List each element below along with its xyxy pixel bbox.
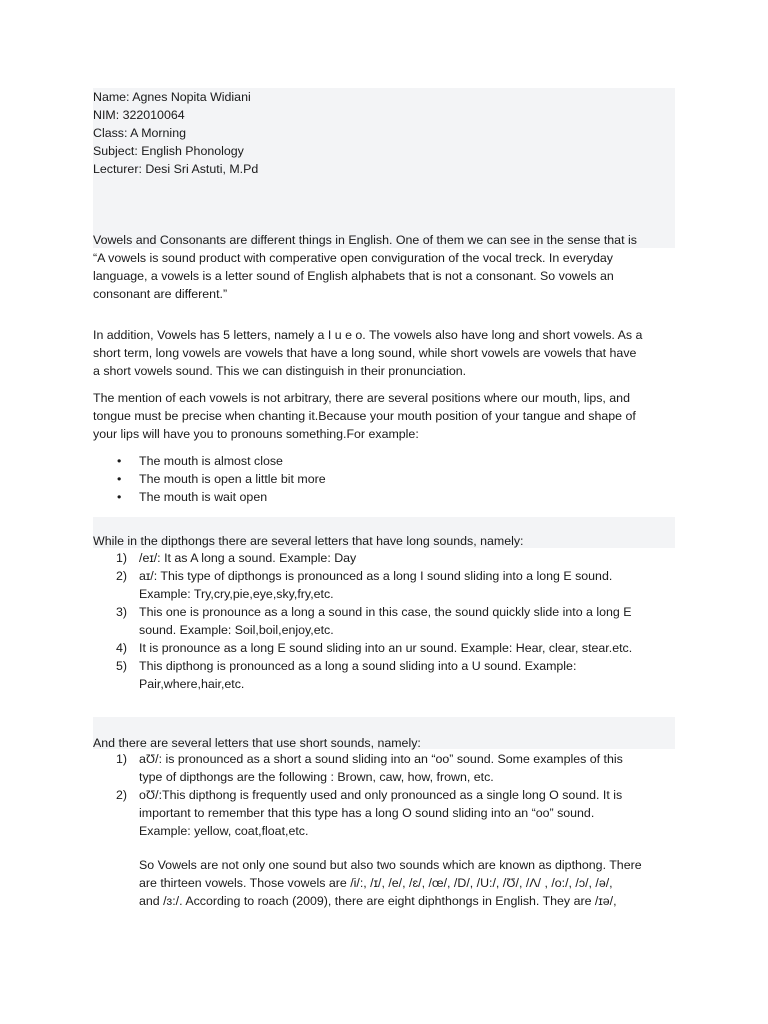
item-line: oƱ/:This dipthong is frequently used and only pronounced as a single long O sound. It is	[139, 788, 623, 802]
item-line: type of dipthongs are the following : Brown, caw, how, frown, etc.	[139, 770, 494, 784]
paragraph-line: your lips will have you to pronouns something.For example:	[93, 427, 419, 441]
item-line: This dipthong is pronounced as a long a sound sliding into a U sound. Example:	[139, 659, 577, 673]
paragraph-vowels-consonants	[93, 231, 673, 303]
bullet-text: The mouth is open a little bit more	[139, 472, 326, 486]
list-number: 1)	[116, 551, 128, 565]
list-item	[116, 639, 676, 657]
paragraph-vowel-letters	[93, 326, 673, 380]
item-line: Example: Try,cry,pie,eye,sky,fry,etc.	[139, 587, 334, 601]
paragraph-line: Vowels and Consonants are different things in English. One of them we can see in the sense that is	[93, 233, 637, 247]
paragraph-line: In addition, Vowels has 5 letters, namely a I u e o. The vowels also have long and short vowels. As a	[93, 328, 643, 342]
paragraph-line: consonant are different.”	[93, 287, 228, 301]
list-item	[116, 567, 676, 603]
paragraph-summary	[139, 856, 679, 910]
list-item	[116, 750, 676, 786]
paragraph-line: So Vowels are not only one sound but also two sounds which are known as dipthong. There	[139, 858, 642, 872]
bullet-text: The mouth is almost close	[139, 454, 283, 468]
list-item	[116, 786, 676, 840]
mouth-bullet-list	[117, 452, 326, 506]
list-item	[117, 452, 326, 470]
item-line: aɪ/: This type of dipthongs is pronounced as a long I sound sliding into a long E sound.	[139, 569, 613, 583]
paragraph-line: While in the dipthongs there are several letters that have long sounds, namely:	[93, 534, 524, 548]
subject: Subject: English Phonology	[93, 144, 244, 158]
list-item	[117, 470, 326, 488]
paragraph-line: short term, long vowels are vowels that have a long sound, while short vowels are vowels that have	[93, 346, 637, 360]
list-number: 1)	[116, 752, 128, 766]
paragraph-line: language, a vowels is a letter sound of English alphabets that is not a consonant. So vowels an	[93, 269, 614, 283]
short-sounds-list	[116, 750, 676, 840]
item-line: It is pronounce as a long E sound sliding into an ur sound. Example: Hear, clear, stear.etc.	[139, 641, 633, 655]
paragraph-line: And there are several letters that use short sounds, namely:	[93, 736, 421, 750]
item-line: This one is pronounce as a long a sound in this case, the sound quickly slide into a long E	[139, 605, 632, 619]
bullet-icon: •	[117, 490, 122, 504]
list-item	[116, 603, 676, 639]
paragraph-mouth-position	[93, 389, 673, 443]
student-class: Class: A Morning	[93, 126, 186, 140]
student-nim: NIM: 322010064	[93, 108, 185, 122]
list-item	[116, 549, 676, 567]
student-name: Name: Agnes Nopita Widiani	[93, 90, 251, 104]
paragraph-line: a short vowels sound. This we can distinguish in their pronunciation.	[93, 364, 467, 378]
paragraph-line: tongue must be precise when chanting it.Because your mouth position of your tangue and shape of	[93, 409, 636, 423]
lecturer: Lecturer: Desi Sri Astuti, M.Pd	[93, 162, 259, 176]
item-line: /eɪ/: It as A long a sound. Example: Day	[139, 551, 357, 565]
bullet-icon: •	[117, 454, 122, 468]
list-number: 2)	[116, 569, 128, 583]
item-line: Example: yellow, coat,float,etc.	[139, 824, 309, 838]
list-number: 5)	[116, 659, 128, 673]
bullet-icon: •	[117, 472, 122, 486]
item-line: Pair,where,hair,etc.	[139, 677, 245, 691]
list-item	[117, 488, 326, 506]
item-line: important to remember that this type has a long O sound sliding into an “oo” sound.	[139, 806, 595, 820]
paragraph-line: “A vowels is sound product with comperative open conviguration of the vocal treck. In everyday	[93, 251, 613, 265]
item-line: sound. Example: Soil,boil,enjoy,etc.	[139, 623, 334, 637]
long-sounds-intro	[93, 532, 673, 550]
item-line: aƱ/: is pronounced as a short a sound sliding into an “oo” sound. Some examples of this	[139, 752, 623, 766]
paragraph-line: The mention of each vowels is not arbitrary, there are several positions where our mouth, lips, and	[93, 391, 630, 405]
paragraph-line: are thirteen vowels. Those vowels are /i/:, /ɪ/, /e/, /ɛ/, /œ/, /D/, /U:/, /Ʊ/, /Λ/ , /o:/, /ɔ/, /ə/,	[139, 876, 613, 890]
list-number: 2)	[116, 788, 128, 802]
student-info	[93, 88, 673, 178]
list-item	[116, 657, 676, 693]
list-number: 4)	[116, 641, 128, 655]
long-sounds-list	[116, 549, 676, 693]
paragraph-line: and /ɜ:/. According to roach (2009), there are eight diphthongs in English. They are /ɪə/,	[139, 894, 617, 908]
list-number: 3)	[116, 605, 128, 619]
bullet-text: The mouth is wait open	[139, 490, 268, 504]
